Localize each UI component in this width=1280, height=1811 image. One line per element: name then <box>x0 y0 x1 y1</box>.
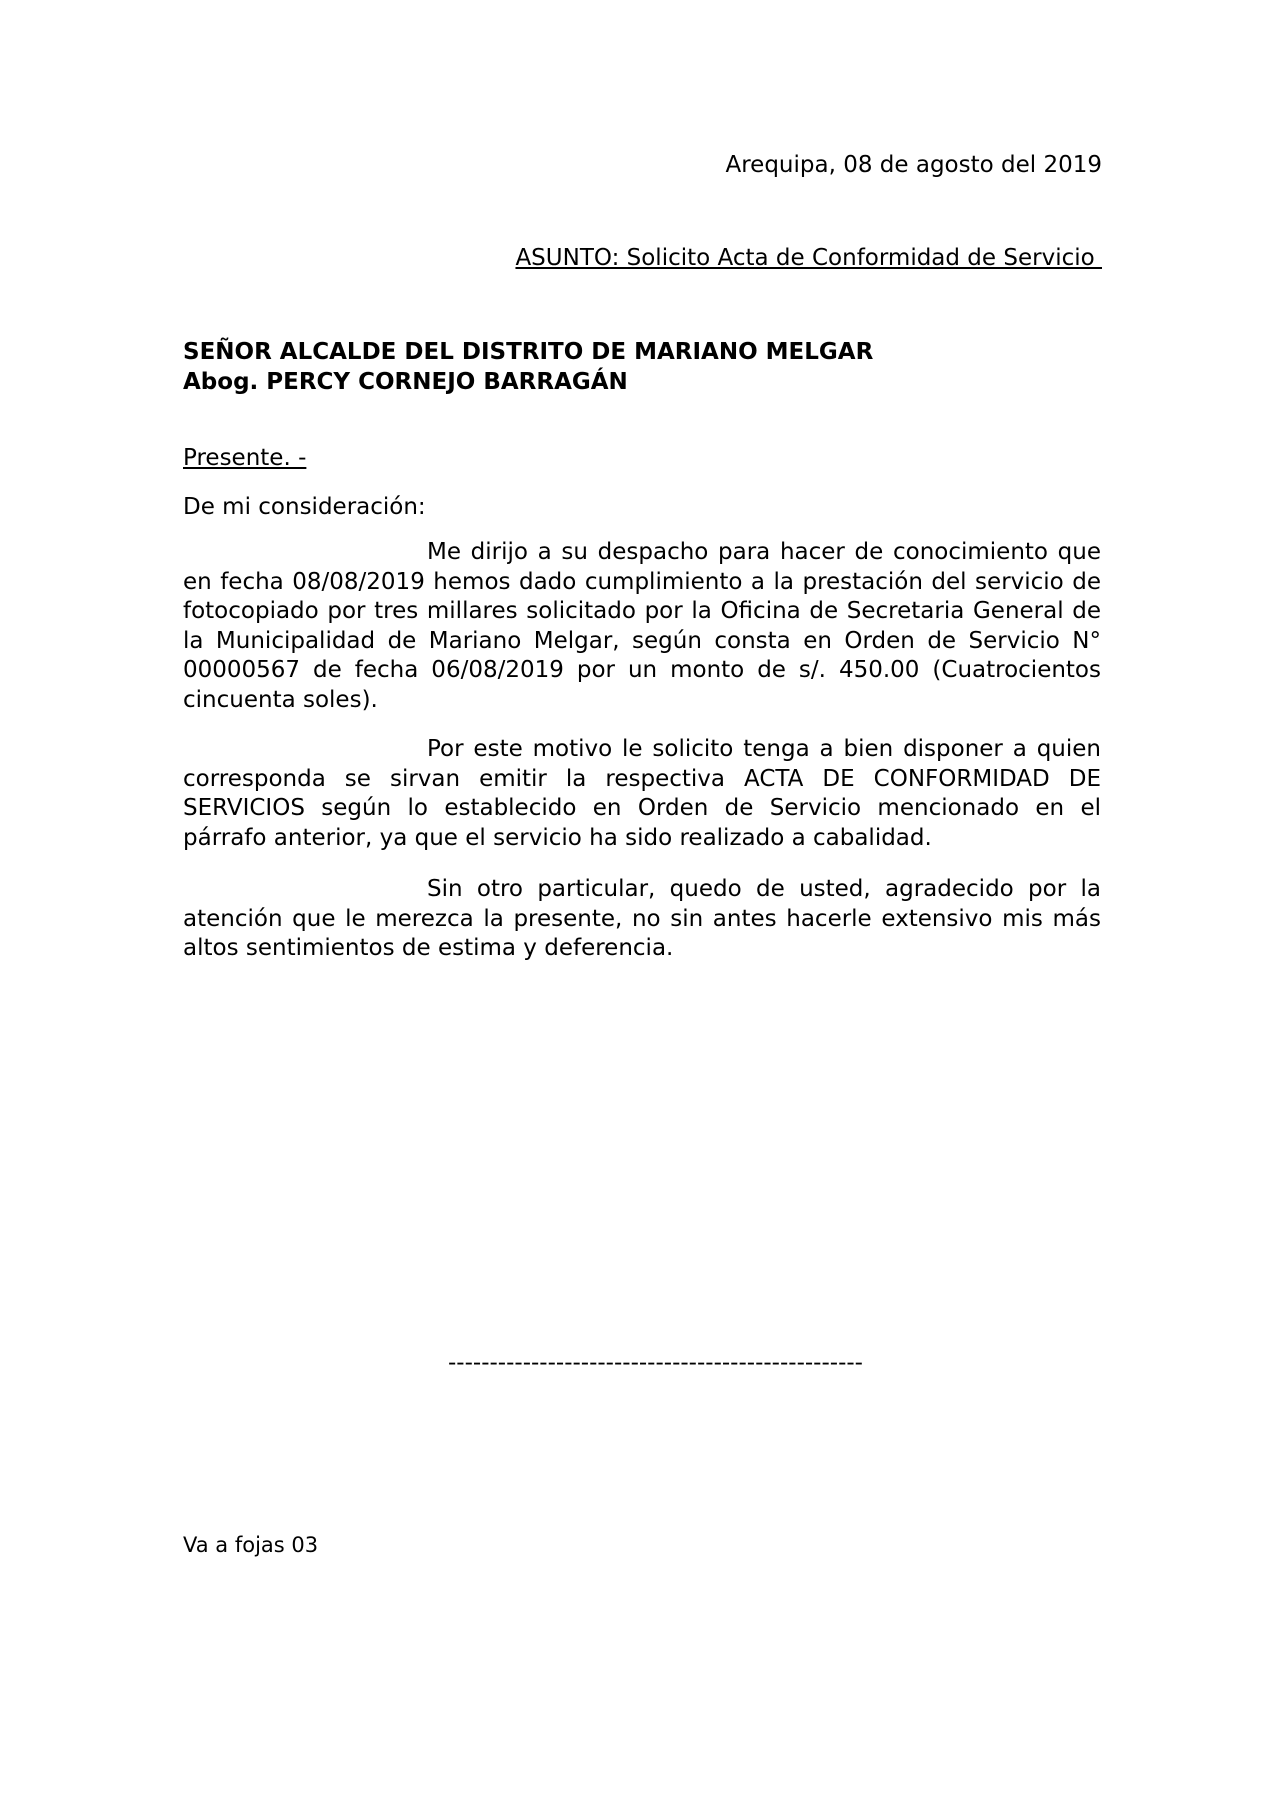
body-paragraph-2: Por este motivo le solicito tenga a bien disponer a quien corresponda se sirvan emitir la respectiva ACTA DE CONFORMIDAD DE SERVICIOS según lo establecido en Orden de Servicio mencionado en el párrafo anterior, ya que el servicio ha sido realizado a cabalidad. <box>183 736 1101 851</box>
body-paragraph-3: Sin otro particular, quedo de usted, agradecido por la atención que le merezca la presente, no sin antes hacerle extensivo mis más altos sentimientos de estima y deferencia. <box>183 876 1101 961</box>
letter-date: Arequipa, 08 de agosto del 2019 <box>725 152 1102 178</box>
presente-label: Presente. - <box>183 445 307 471</box>
addressee-title: SEÑOR ALCALDE DEL DISTRITO DE MARIANO MELGAR <box>183 339 874 365</box>
letter-subject: ASUNTO: Solicito Acta de Conformidad de Servicio <box>515 245 1102 271</box>
fojas-note: Va a fojas 03 <box>183 1533 319 1557</box>
greeting: De mi consideración: <box>183 494 426 520</box>
addressee-name: Abog. PERCY CORNEJO BARRAGÁN <box>183 369 628 395</box>
body-paragraph-1: Me dirijo a su despacho para hacer de conocimiento que en fecha 08/08/2019 hemos dado cumplimiento a la prestación del servicio de fotocopiado por tres millares solicitado por la Oficina de Secretaria General de la Municipalidad de Mariano Melgar, según consta en Orden de Servicio N° 00000567 de fecha 06/08/2019 por un monto de s/. 450.00 (Cuatrocientos cincuenta soles). <box>183 539 1101 713</box>
signature-line: -------------------------------------------------- <box>448 1350 863 1376</box>
